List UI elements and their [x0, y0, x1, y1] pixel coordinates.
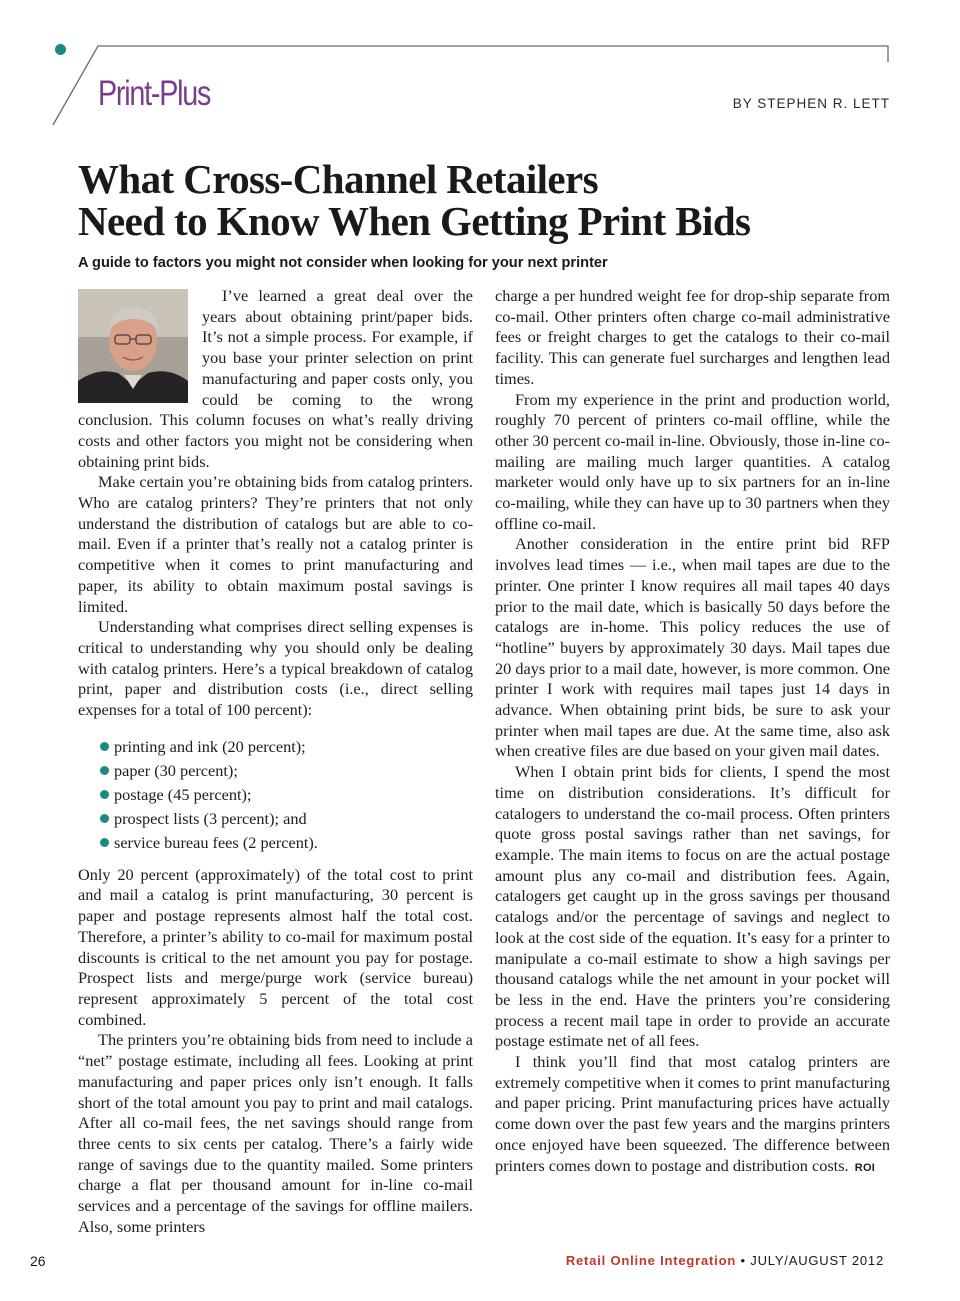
author-portrait-icon — [78, 289, 188, 403]
article-title — [78, 158, 898, 242]
cost-breakdown-list — [100, 735, 473, 855]
bullet-icon — [100, 838, 109, 847]
list-item — [100, 735, 473, 759]
column-name: Print-Plus — [98, 74, 211, 113]
issue-date: JULY/AUGUST 2012 — [750, 1253, 884, 1268]
list-item-text: service bureau fees (2 percent). — [114, 832, 318, 852]
accent-dot — [55, 44, 66, 55]
footer-separator: • — [740, 1253, 746, 1268]
magazine-name: Retail Online Integration — [565, 1253, 737, 1268]
right-column — [495, 286, 890, 1178]
body-paragraph: I’ve learned a great deal over the years about obtaining print/paper bids. It’s not a simple process. For example, if you base your printer selection on print manufacturing and paper costs only, you could be coming to the wrong conclusion. This column focuses on what’s really driving costs and other factors you might not be considering when obtaining print bids. — [78, 286, 473, 471]
list-item-text: postage (45 percent); — [114, 784, 252, 804]
body-paragraph: charge a per hundred weight fee for drop-ship separate from co-mail. Other printers often charge co-mail administrative fees or freight charges to get the catalogs to their co-mail facility. This can generate fuel surcharges and lengthen lead times. — [495, 286, 890, 388]
left-column — [78, 286, 473, 1237]
title-line-2: Need to Know When Getting Print Bids — [78, 198, 751, 244]
bullet-icon — [100, 742, 109, 751]
body-paragraph — [495, 1052, 890, 1178]
final-paragraph-text: I think you’ll find that most catalog printers are extremely competitive when it comes to print manufacturing and paper pricing. Print manufacturing prices have actually come down over the past few years and the margins printers once enjoyed have been squeezed. The difference between printers comes down to postage and distribution costs. — [495, 1052, 890, 1175]
bullet-icon — [100, 766, 109, 775]
body-paragraph: The printers you’re obtaining bids from need to include a “net” postage estimate, including all fees. Looking at print manufacturing and paper prices only isn’t enough. It falls short of the total amount you pay to print and mail catalogs. After all co-mail fees, the net savings should range from three cents to six cents per catalog. There’s a fairly wide range of savings due to the quantity mailed. Some printers charge a flat per thousand amount for in-line co-mail services and a percentage of the savings for offline mailers. Also, some printers — [78, 1030, 473, 1236]
body-paragraph: Only 20 percent (approximately) of the total cost to print and mail a catalog is print manufacturing, 30 percent is paper and postage represents almost half the total cost. Therefore, a printer’s ability to co-mail for maximum postal discounts is critical to the net amount you pay for postage. Prospect lists and merge/purge work (service bureau) represent approximately 5 percent of the total cost combined. — [78, 864, 473, 1029]
body-paragraph: When I obtain print bids for clients, I spend the most time on distribution considerations. It’s difficult for catalogers to understand the co-mail process. Often printers quote gross postal savings rather than net savings, for example. The main items to focus on are the actual postage amount plus any co-mail and distribution fees. Again, catalogers get caught up in the gross savings per thousand catalogs and/or the percentage of savings and neglect to look at the cost side of the equation. It’s easy for a printer to manipulate a co-mail estimate to show a high savings per thousand catalogs while the net amount in your pocket will be less in the end. Have the printers you’re considering process a recent mail tape in order to provide an accurate postage estimate net of all fees. — [495, 762, 890, 1051]
list-item — [100, 759, 473, 783]
body-paragraph: Make certain you’re obtaining bids from catalog printers. Who are catalog printers? They’re printers that not only understand the distribution of catalogs but are able to co-mail. Even if a printer that’s really not a catalog printer is competitive when it comes to print manufacturing and paper, its ability to obtain maximum postal savings is limited. — [78, 472, 473, 616]
list-item — [100, 807, 473, 831]
list-item-text: printing and ink (20 percent); — [114, 736, 306, 756]
page-footer — [566, 1253, 884, 1268]
page-number: 26 — [30, 1253, 46, 1269]
article-subtitle: A guide to factors you might not consider when looking for your next printer — [78, 255, 608, 271]
body-paragraph: Understanding what comprises direct selling expenses is critical to understanding why you should only be dealing with catalog printers. Here’s a typical breakdown of catalog print, paper and distribution costs (i.e., direct selling expenses for a total of 100 percent): — [78, 617, 473, 720]
bullet-icon — [100, 814, 109, 823]
list-item-text: paper (30 percent); — [114, 760, 238, 780]
body-paragraph: Another consideration in the entire print bid RFP involves lead times — i.e., when mail tapes are due to the printer. One printer I know requires all mail tapes 40 days prior to the mail date, which is basically 50 days before the catalogs are in-home. This policy reduces the use of “hotline” buyers by approximately 30 days. Mail tapes due 20 days prior to a mail date, however, is more common. One printer I work with requires mail tapes just 14 days in advance. When obtaining print bids, be sure to ask your printer when mail tapes are due. At the same time, also ask when creative files are due based on your given mail dates. — [495, 534, 890, 761]
byline: BY STEPHEN R. LETT — [732, 96, 890, 111]
bullet-icon — [100, 790, 109, 799]
body-paragraph: From my experience in the print and production world, roughly 70 percent of printers co-mail offline, while the other 30 percent co-mail in-line. Obviously, those in-line co-mailing are mailing much larger quantities. A catalog marketer would only have up to six partners for an in-line co-mailing, while they can have up to 30 partners when they offline co-mail. — [495, 389, 891, 533]
list-item — [100, 831, 473, 855]
list-item — [100, 783, 473, 807]
list-item-text: prospect lists (3 percent); and — [114, 808, 307, 828]
end-mark: ROI — [854, 1161, 876, 1174]
title-line-1: What Cross-Channel Retailers — [78, 156, 598, 202]
